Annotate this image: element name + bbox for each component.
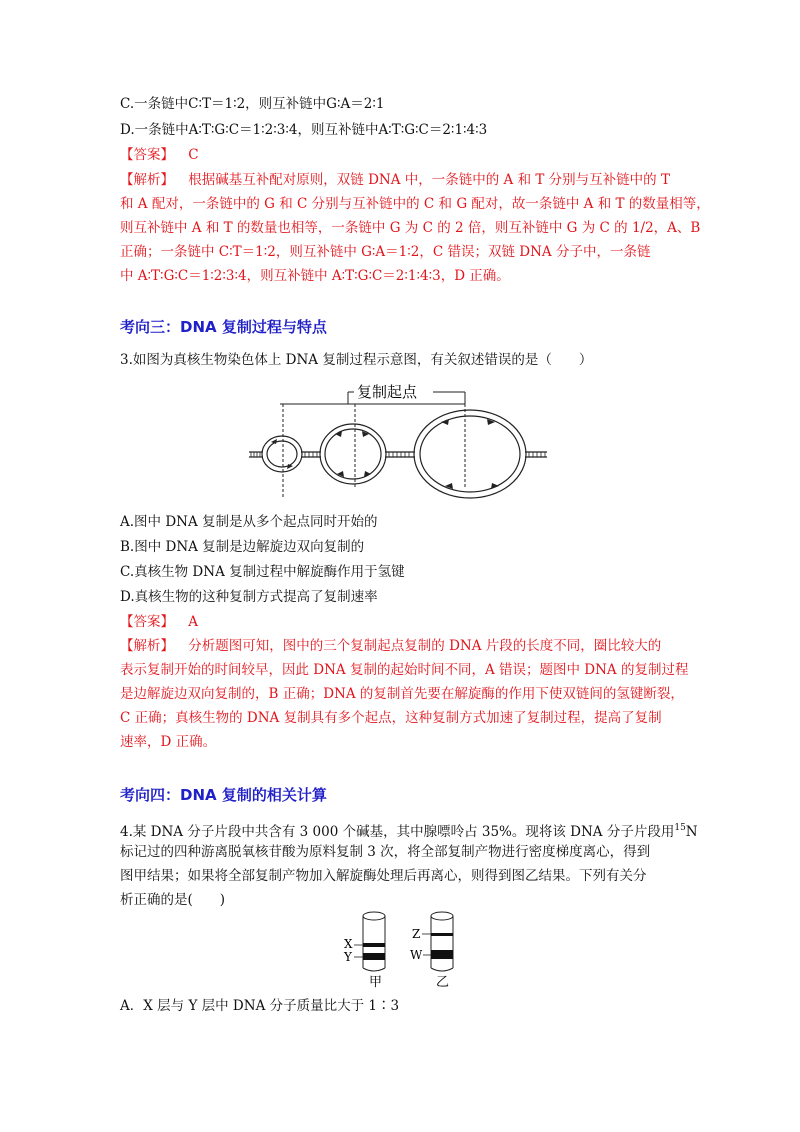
q2-option-c: C.一条链中C∶T＝1∶2，则互补链中G∶A＝2∶1 bbox=[120, 96, 385, 112]
analysis-tag: 【解析】 bbox=[120, 172, 174, 188]
q4-stem-line-4: 析正确的是( ) bbox=[120, 892, 226, 908]
answer-tag: 【答案】 bbox=[120, 147, 174, 163]
replication-origin-label: 复制起点 bbox=[357, 383, 418, 401]
dna-strands bbox=[249, 452, 547, 457]
q3-analysis-line-3: 是边解旋边双向复制的，B 正确；DNA 的复制首先要在解旋酶的作用下使双链间的氢键断裂， bbox=[120, 686, 684, 702]
q2-analysis-line-3: 则互补链中 A 和 T 的数量也相等，一条链中 G 为 C 的 2 倍，则互补链中 G 为 C 的 1/2，A、B bbox=[120, 220, 701, 236]
analysis-tag: 【解析】 bbox=[120, 638, 174, 654]
tube-yi bbox=[410, 912, 453, 990]
replication-bubbles bbox=[262, 410, 526, 498]
section-heading-4: 考向四：DNA 复制的相关计算 bbox=[120, 786, 327, 804]
band-z bbox=[431, 933, 453, 936]
label-z: Z bbox=[412, 927, 421, 941]
answer-tag: 【答案】 bbox=[120, 614, 174, 630]
q3-analysis-line-5: 速率，D 正确。 bbox=[120, 734, 217, 750]
base-pair-ticks bbox=[251, 452, 545, 457]
q2-option-d: D.一条链中A∶T∶G∶C＝1∶2∶3∶4，则互补链中A∶T∶G∶C＝2∶1∶4∶3 bbox=[120, 122, 488, 138]
label-w: W bbox=[410, 948, 423, 962]
q3-option-b: B.图中 DNA 复制是边解旋边双向复制的 bbox=[120, 539, 365, 555]
band-x bbox=[363, 943, 385, 947]
label-y: Y bbox=[344, 950, 352, 964]
section-heading-3: 考向三：DNA 复制过程与特点 bbox=[120, 318, 327, 336]
tube-label-jia: 甲 bbox=[369, 975, 383, 990]
dna-replication-figure bbox=[245, 378, 565, 508]
centrifuge-tubes-figure bbox=[330, 906, 470, 992]
q3-option-a: A.图中 DNA 复制是从多个起点同时开始的 bbox=[120, 514, 378, 530]
q2-analysis-line-2: 和 A 配对，一条链中的 G 和 C 分别与互补链中的 C 和 G 配对，故一条链中 A 和 T 的数量相等， bbox=[120, 196, 710, 212]
q3-analysis-line-2: 表示复制开始的时间较早，因此 DNA 复制的起始时间不同，A 错误；题图中 DNA 的复制过程 bbox=[120, 662, 689, 678]
answer-value: A bbox=[188, 614, 199, 630]
q2-analysis-line-1: 【解析】 根据碱基互补配对原则，双链 DNA 中，一条链中的 A 和 T 分别与互补链中的 T bbox=[120, 172, 670, 188]
q4-stem-line-3: 图甲结果；如果将全部复制产物加入解旋酶处理后再离心，则得到图乙结果。下列有关分 bbox=[120, 868, 647, 884]
tube-label-yi: 乙 bbox=[436, 975, 450, 990]
tube-jia bbox=[343, 912, 385, 990]
q3-option-d: D.真核生物的这种复制方式提高了复制速率 bbox=[120, 589, 378, 605]
label-x: X bbox=[344, 937, 353, 951]
q3-analysis-line-4: C 正确；真核生物的 DNA 复制具有多个起点，这种复制方式加速了复制过程，提高了复制 bbox=[120, 710, 662, 726]
answer-value: C bbox=[188, 147, 199, 163]
q4-stem-line-1: 4.某 DNA 分子片段中共含有 3 000 个碱基，其中腺嘌呤占 35%。现将该 DNA 分子片段用$^{15}$N bbox=[120, 823, 698, 840]
q4-stem-line-2: 标记过的四种游离脱氧核苷酸为原料复制 3 次，将全部复制产物进行密度梯度离心，得到 bbox=[120, 844, 651, 860]
q3-stem: 3.如图为真核生物染色体上 DNA 复制过程示意图，有关叙述错误的是（ ） bbox=[120, 352, 593, 368]
band-w bbox=[431, 950, 453, 959]
isotope-superscript: 15 bbox=[674, 823, 686, 833]
q4-option-a: A．X 层与 Y 层中 DNA 分子质量比大于 1∶3 bbox=[120, 998, 400, 1014]
q2-analysis-line-5: 中 A∶T∶G∶C＝1∶2∶3∶4，则互补链中 A∶T∶G∶C＝2∶1∶4∶3，D 正确。 bbox=[120, 268, 510, 284]
band-y bbox=[363, 953, 385, 960]
q2-answer bbox=[120, 145, 199, 165]
q3-analysis-line-1: 【解析】 分析题图可知，图中的三个复制起点复制的 DNA 片段的长度不同，圈比较大的 bbox=[120, 638, 662, 654]
q3-answer bbox=[120, 612, 198, 632]
q3-option-c: C.真核生物 DNA 复制过程中解旋酶作用于氢键 bbox=[120, 564, 405, 580]
q2-analysis-line-4: 正确；一条链中 C∶T＝1∶2，则互补链中 G∶A＝1∶2，C 错误；双链 DNA 分子中，一条链 bbox=[120, 244, 651, 260]
